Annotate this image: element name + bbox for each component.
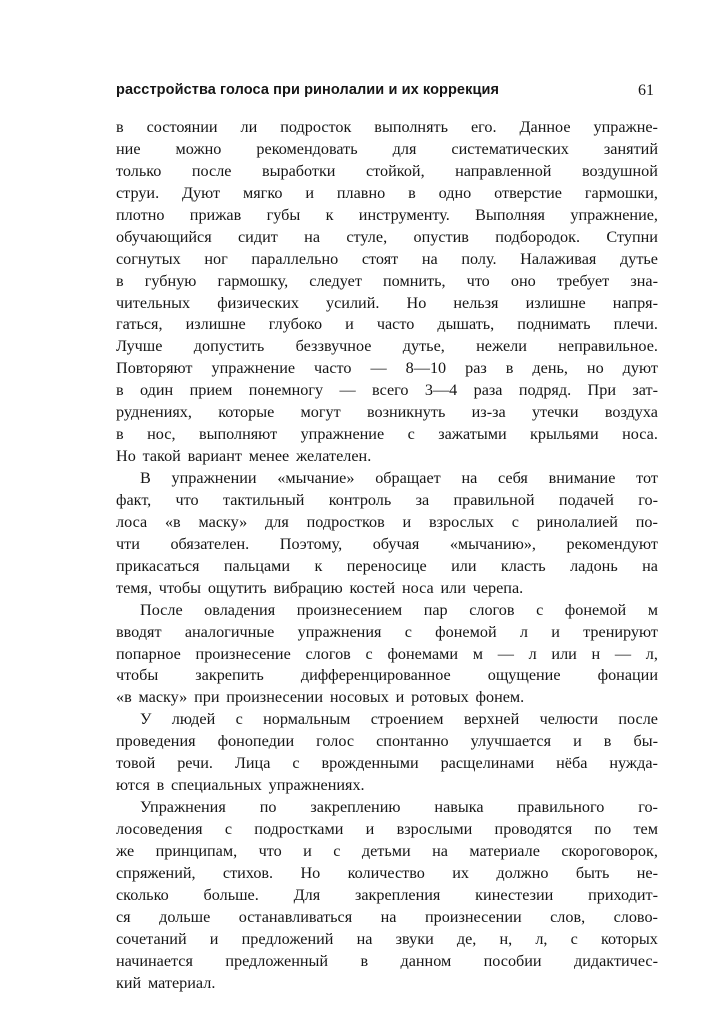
text-line: лосоведения с подростками и взрослыми проводятся по тем (116, 820, 658, 838)
text-line: сочетаний и предложений на звуки де, н, л, с которых (116, 929, 658, 948)
text-line: только после выработки стойкой, направленной воздушной (116, 161, 658, 180)
body-text (116, 117, 658, 995)
text-line: ются в специальных упражнениях. (116, 776, 365, 795)
text-line: У людей с нормальным строением верхней челюсти после (140, 710, 658, 729)
text-line: ся дольше останавливаться на произнесении слов, слово- (116, 907, 658, 926)
text-line: согнутых ног параллельно стоят на полу. Налаживая дутье (116, 249, 658, 268)
text-line: вводят аналогичные упражнения с фонемой л и тренируют (116, 622, 658, 641)
text-line: чтобы закрепить дифференцированное ощущение фонации (116, 666, 658, 685)
running-header (116, 82, 656, 106)
text-line: товой речи. Лица с врожденными расщелинами нёба нужда- (116, 754, 658, 773)
text-line: прикасаться пальцами к переносице или класть ладонь на (116, 556, 658, 575)
text-line: Упражнения по закреплению навыка правильного го- (140, 798, 658, 817)
text-line: в нос, выполняют упражнение с зажатыми крыльями носа. (116, 425, 658, 444)
text-line: проведения фонопедии голос спонтанно улучшается и в бы- (116, 732, 658, 751)
text-line: факт, что тактильный контроль за правильной подачей го- (116, 490, 658, 509)
page-number: 61 (638, 82, 654, 99)
text-line: После овладения произнесением пар слогов с фонемой м (140, 600, 658, 619)
text-line: в состоянии ли подросток выполнять его. Данное упражне- (116, 118, 658, 136)
text-line: попарное произнесение слогов с фонемами м — л или н — л, (116, 644, 658, 663)
text-line: руднениях, которые могут возникнуть из-за утечки воздуха (116, 403, 658, 422)
text-line: обучающийся сидит на стуле, опустив подбородок. Ступни (116, 227, 658, 246)
text-line: чительных физических усилий. Но нельзя излишне напря- (116, 293, 658, 312)
text-line: же принципам, что и с детьми на материале скороговорок, (116, 841, 658, 860)
text-line: кий материал. (116, 973, 216, 992)
text-line: темя, чтобы ощутить вибрацию костей носа или черепа. (116, 578, 524, 597)
text-line: ние можно рекомендовать для систематических занятий (116, 139, 658, 158)
text-line: гаться, излишне глубоко и часто дышать, поднимать плечи. (116, 315, 658, 334)
text-line: спряжений, стихов. Но количество их должно быть не- (116, 863, 658, 882)
text-line: в губную гармошку, следует помнить, что оно требует зна- (116, 271, 658, 290)
text-line: Повторяют упражнение часто — 8—10 раз в день, но дуют (116, 359, 658, 378)
text-line: сколько больше. Для закрепления кинестезии приходит- (116, 885, 658, 904)
text-line: В упражнении «мычание» обращает на себя внимание тот (140, 469, 658, 487)
running-title: расстройства голоса при ринолалии и их коррекция (116, 82, 500, 98)
text-line: лоса «в маску» для подростков и взрослых с ринолалией по- (116, 512, 658, 531)
text-line: Но такой вариант менее желателен. (116, 447, 372, 466)
text-line: струи. Дуют мягко и плавно в одно отверстие гармошки, (116, 183, 658, 202)
text-line: начинается предложенный в данном пособии дидактичес- (116, 951, 658, 970)
text-line: Лучше допустить беззвучное дутье, нежели неправильное. (116, 337, 658, 356)
text-line: чти обязателен. Поэтому, обучая «мычанию», рекомендуют (116, 534, 658, 553)
text-line: плотно прижав губы к инструменту. Выполняя упражнение, (116, 205, 658, 224)
text-line: в один прием понемногу — всего 3—4 раза подряд. При зат- (116, 381, 658, 400)
text-line: «в маску» при произнесении носовых и ротовых фонем. (116, 688, 525, 707)
